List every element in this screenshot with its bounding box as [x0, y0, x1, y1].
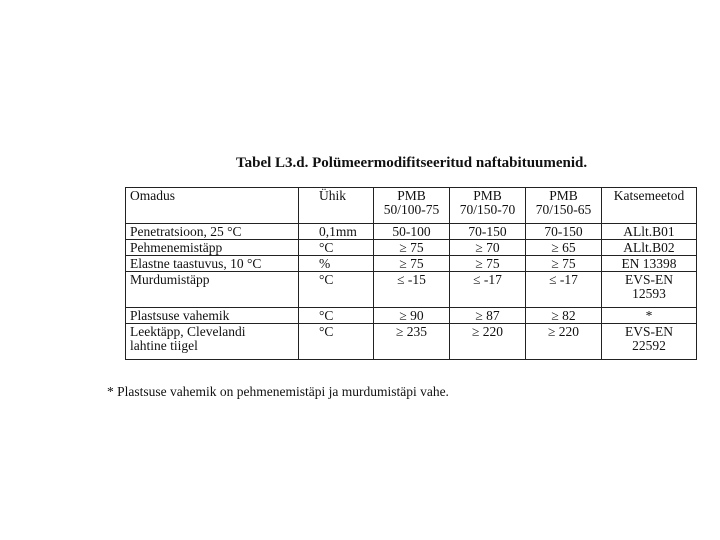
table-cell: ≥ 70 — [450, 240, 526, 256]
table-cell: ALlt.B02 — [602, 240, 697, 256]
header-cell: Katsemeetod — [602, 188, 697, 224]
table-cell: Plastsuse vahemik — [126, 308, 299, 324]
table-cell: ≥ 75 — [374, 256, 450, 272]
table-cell: 70-150 — [450, 224, 526, 240]
table-cell: EVS-EN 12593 — [602, 272, 697, 308]
table-cell: % — [299, 256, 374, 272]
header-cell: PMB 70/150-65 — [526, 188, 602, 224]
table-cell: °C — [299, 240, 374, 256]
table-row — [126, 256, 697, 272]
header-cell: Omadus — [126, 188, 299, 224]
table-row — [126, 224, 697, 240]
table-cell: EVS-EN 22592 — [602, 324, 697, 360]
table-cell: ≤ -17 — [526, 272, 602, 308]
table-cell: Pehmenemistäpp — [126, 240, 299, 256]
table-cell: ≥ 220 — [526, 324, 602, 360]
header-cell: PMB 70/150-70 — [450, 188, 526, 224]
footnote: * Plastsuse vahemik on pehmenemistäpi ja murdumistäpi vahe. — [107, 384, 449, 399]
table-cell: Elastne taastuvus, 10 °C — [126, 256, 299, 272]
table-cell: ≥ 90 — [374, 308, 450, 324]
table-cell: ≥ 65 — [526, 240, 602, 256]
table-cell: °C — [299, 308, 374, 324]
table-row — [126, 324, 697, 360]
table-row — [126, 272, 697, 308]
table-cell: °C — [299, 324, 374, 360]
table-cell: ≥ 75 — [374, 240, 450, 256]
table-cell: Leektäpp, Clevelandi lahtine tiigel — [126, 324, 299, 360]
table-cell: * — [602, 308, 697, 324]
table-title: Tabel L3.d. Polümeermodifitseeritud naftabituumenid. — [236, 155, 588, 171]
table-cell: °C — [299, 272, 374, 308]
table-cell: ALlt.B01 — [602, 224, 697, 240]
table-cell: 0,1mm — [299, 224, 374, 240]
table-cell: EN 13398 — [602, 256, 697, 272]
header-cell: Ühik — [299, 188, 374, 224]
table-row — [126, 308, 697, 324]
table-cell: ≥ 82 — [526, 308, 602, 324]
table-cell: ≥ 87 — [450, 308, 526, 324]
properties-table — [125, 187, 697, 360]
table-row — [126, 240, 697, 256]
table-cell: 50-100 — [374, 224, 450, 240]
table-cell: ≤ -15 — [374, 272, 450, 308]
table-cell: ≥ 220 — [450, 324, 526, 360]
table-cell: ≥ 75 — [526, 256, 602, 272]
table-cell: Murdumistäpp — [126, 272, 299, 308]
header-cell: PMB 50/100-75 — [374, 188, 450, 224]
table-cell: ≥ 75 — [450, 256, 526, 272]
table-cell: ≥ 235 — [374, 324, 450, 360]
table-cell: Penetratsioon, 25 °C — [126, 224, 299, 240]
table-cell: ≤ -17 — [450, 272, 526, 308]
table-header-row — [126, 188, 697, 224]
table-cell: 70-150 — [526, 224, 602, 240]
